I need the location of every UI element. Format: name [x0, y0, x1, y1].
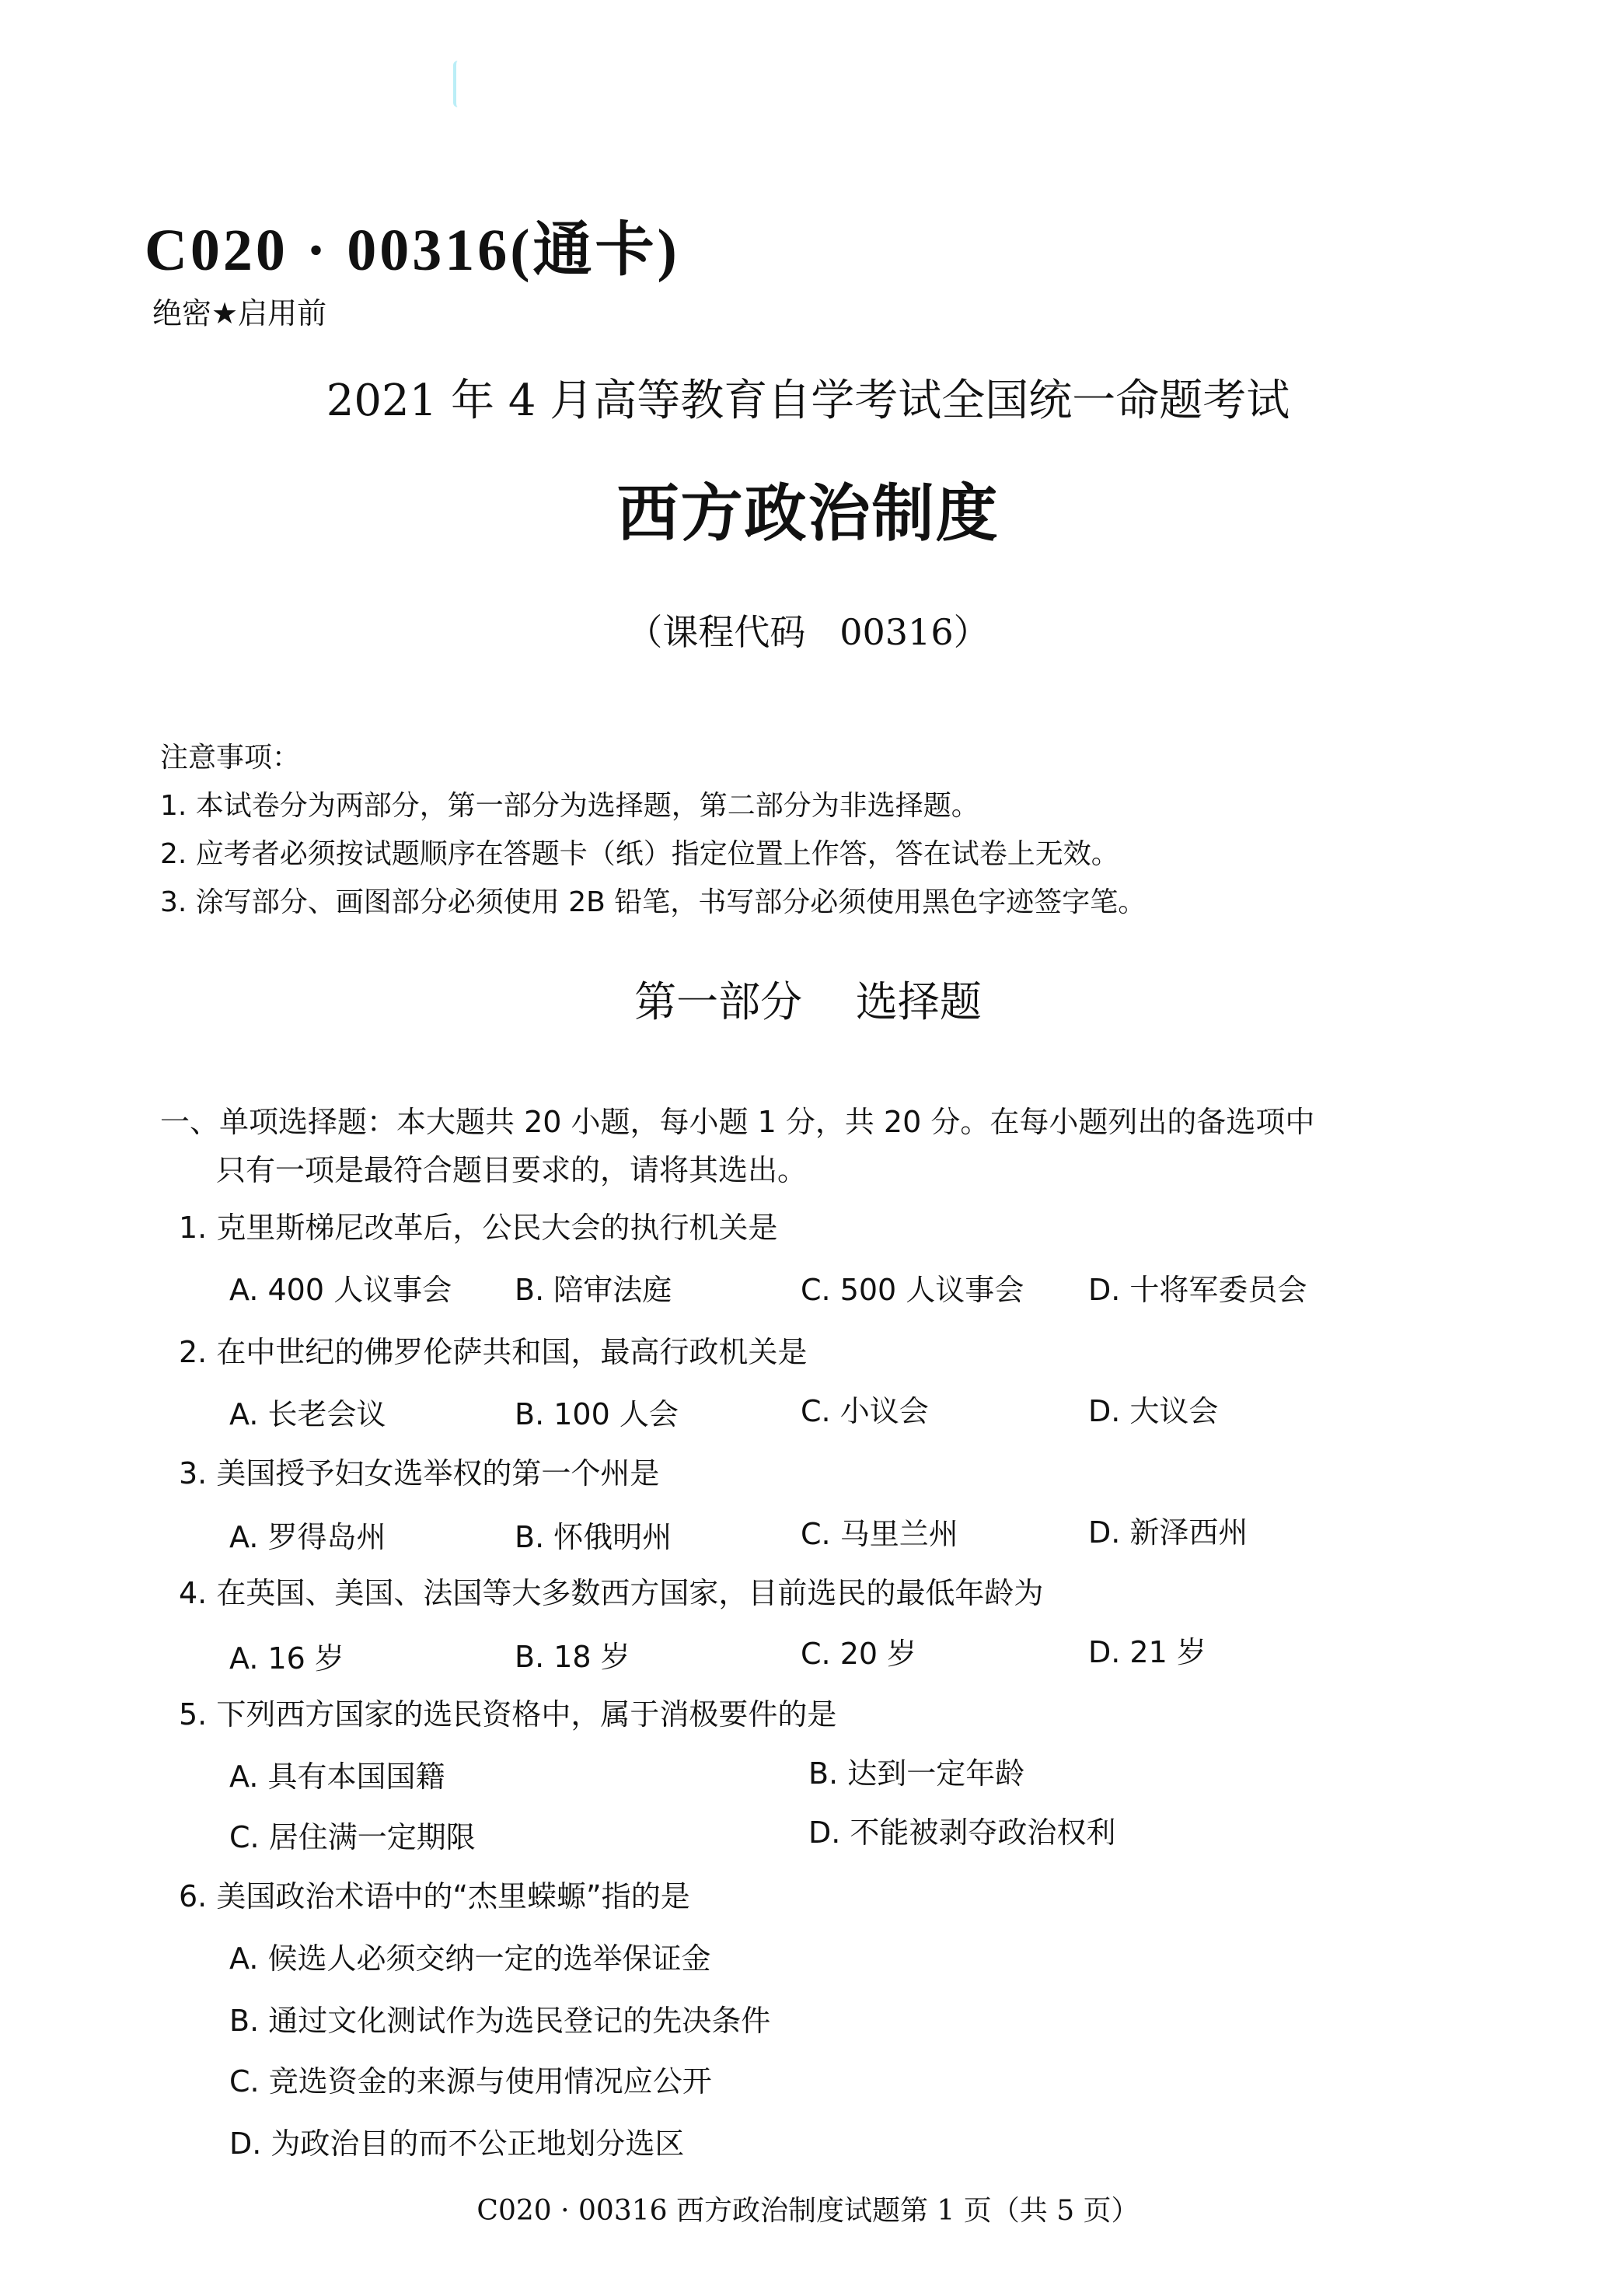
question-6-option-d: D. 为政治目的而不公正地划分选区	[229, 2127, 685, 2161]
question-3-option-c: C. 马里兰州	[801, 1517, 958, 1551]
question-4-option-a: A. 16 岁	[229, 1641, 344, 1676]
subject-title: 西方政治制度	[616, 477, 1000, 550]
notes-block	[160, 734, 1146, 927]
question-stem-2: 2. 在中世纪的佛罗伦萨共和国，最高行政机关是	[179, 1335, 808, 1369]
question-stem-6: 6. 美国政治术语中的“杰里蝾螈”指的是	[179, 1879, 690, 1913]
scan-artifact	[453, 61, 467, 107]
question-stem-5: 5. 下列西方国家的选民资格中，属于消极要件的是	[179, 1697, 837, 1732]
question-3-option-b: B. 怀俄明州	[515, 1520, 672, 1554]
note-item: 3. 涂写部分、画图部分必须使用 2B 铅笔，书写部分必须使用黑色字迹签字笔。	[160, 886, 1147, 918]
note-item: 2. 应考者必须按试题顺序在答题卡（纸）指定位置上作答，答在试卷上无效。	[160, 838, 1119, 870]
question-2-option-b: B. 100 人会	[515, 1397, 679, 1431]
question-1-option-d: D. 十将军委员会	[1088, 1273, 1307, 1307]
question-6-option-b: B. 通过文化测试作为选民登记的先决条件	[229, 2004, 771, 2038]
paper-code: C020 · 00316(通卡)	[145, 218, 680, 283]
section-instructions-line1: 一、单项选择题：本大题共 20 小题，每小题 1 分，共 20 分。在每小题列出的备选项中	[160, 1105, 1315, 1139]
question-5-option-c: C. 居住满一定期限	[229, 1820, 476, 1854]
question-5-option-a: A. 具有本国国籍	[229, 1760, 445, 1794]
question-stem-4: 4. 在英国、美国、法国等大多数西方国家，目前选民的最低年龄为	[179, 1576, 1044, 1610]
question-6-option-a: A. 候选人必须交纳一定的选举保证金	[229, 1941, 711, 1976]
question-5-option-d: D. 不能被剥夺政治权利	[808, 1815, 1116, 1850]
section-instructions-line2: 只有一项是最符合题目要求的，请将其选出。	[216, 1153, 808, 1187]
section-instructions	[160, 1098, 1419, 1194]
question-stem-1: 1. 克里斯梯尼改革后，公民大会的执行机关是	[179, 1211, 778, 1245]
question-stem-3: 3. 美国授予妇女选举权的第一个州是	[179, 1456, 660, 1490]
course-code: （课程代码 00316）	[627, 611, 989, 653]
notes-heading: 注意事项：	[160, 742, 301, 774]
question-5-option-b: B. 达到一定年龄	[808, 1756, 1025, 1791]
question-6-option-c: C. 竞选资金的来源与使用情况应公开	[229, 2064, 712, 2099]
question-2-option-a: A. 长老会议	[229, 1397, 386, 1431]
question-4-option-b: B. 18 岁	[515, 1640, 630, 1674]
question-2-option-c: C. 小议会	[801, 1394, 929, 1428]
part-title: 第一部分 选择题	[634, 977, 982, 1026]
question-1-option-b: B. 陪审法庭	[515, 1273, 672, 1307]
question-4-option-c: C. 20 岁	[801, 1637, 917, 1671]
question-2-option-d: D. 大议会	[1088, 1394, 1219, 1428]
confidentiality-label: 绝密★启用前	[152, 296, 327, 330]
question-3-option-a: A. 罗得岛州	[229, 1520, 386, 1554]
question-1-option-a: A. 400 人议事会	[229, 1273, 452, 1307]
question-1-option-c: C. 500 人议事会	[801, 1273, 1024, 1307]
question-3-option-d: D. 新泽西州	[1088, 1515, 1248, 1550]
exam-title: 2021 年 4 月高等教育自学考试全国统一命题考试	[326, 376, 1290, 426]
note-item: 1. 本试卷分为两部分，第一部分为选择题，第二部分为非选择题。	[160, 790, 979, 822]
question-4-option-d: D. 21 岁	[1088, 1635, 1206, 1669]
page-footer: C020 · 00316 西方政治制度试题第 1 页（共 5 页）	[476, 2195, 1140, 2227]
